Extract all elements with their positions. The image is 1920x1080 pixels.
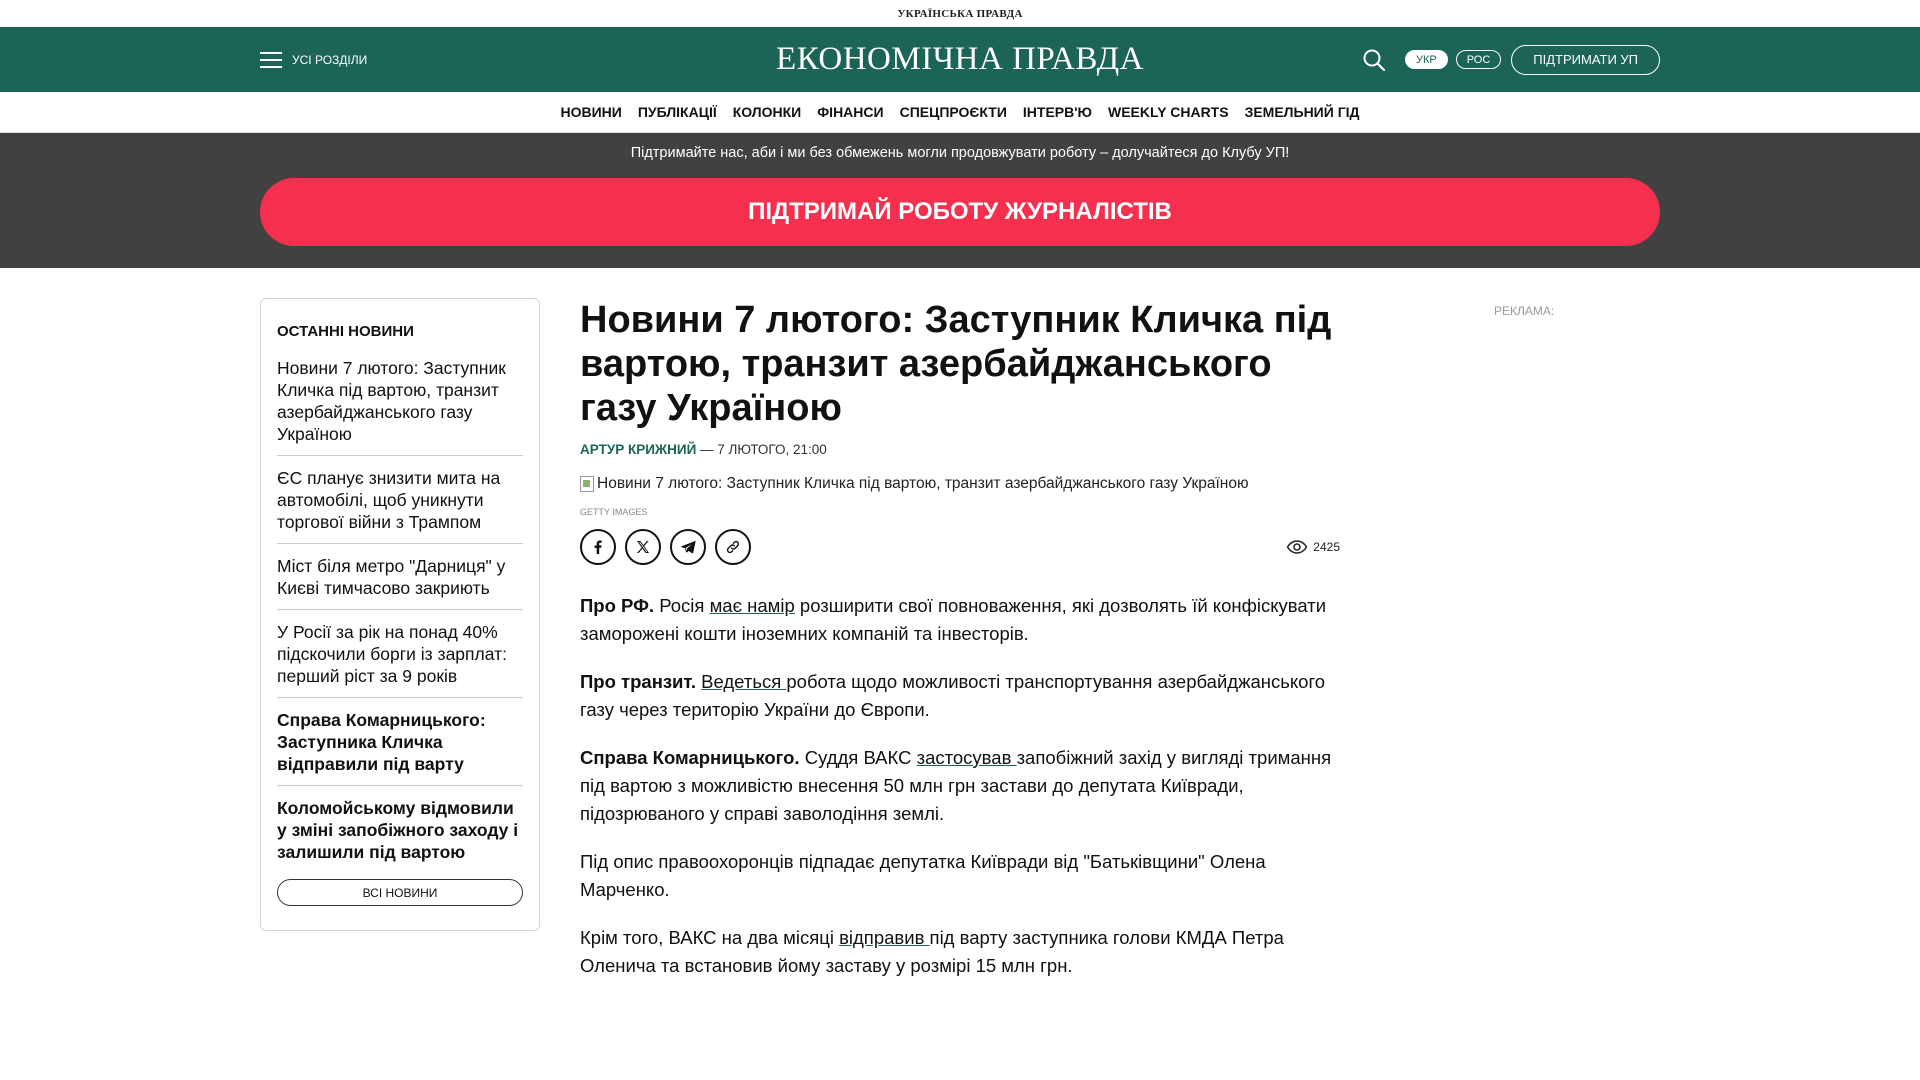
paragraph-lead: Про транзит. [580,671,697,692]
facebook-icon[interactable] [580,529,616,565]
paragraph-marchenko: Під опис правоохоронців підпадає депутатка Київради від "Батьківщини" Олена Марченко. [580,851,1266,900]
nav-item-news[interactable]: НОВИНИ [560,104,622,120]
menu-icon [260,52,282,68]
paragraph-text: Росія [654,595,710,616]
article-link[interactable]: Ведеться [701,671,787,692]
article-title: Новини 7 лютого: Заступник Кличка під вартою, транзит азербайджанського газу Україною [580,299,1332,429]
search-icon[interactable] [1361,47,1387,73]
support-up-button[interactable]: ПІДТРИМАТИ УП [1511,45,1660,75]
nav-item-land-guide[interactable]: ЗЕМЕЛЬНИЙ ГІД [1244,104,1360,120]
support-message: Підтримайте нас, аби і ми без обмежень могли продовжувати роботу – долучайтеся до Клубу УП! [630,145,1290,161]
support-band [0,133,1920,268]
nav-item-publications[interactable]: ПУБЛІКАЦІЇ [637,104,717,120]
paragraph-olenych [580,924,1340,980]
broken-image-icon [580,476,594,492]
article-link[interactable]: застосував [916,747,1017,768]
article-body [580,592,1340,980]
all-news-button[interactable]: ВСІ НОВИНИ [277,879,523,906]
list-item[interactable]: Міст біля метро "Дарниця" у Києві тимчасово закриють [277,555,523,610]
all-sections-label: УСІ РОЗДІЛИ [292,52,368,67]
lang-ros-button[interactable]: РОС [1456,50,1502,69]
image-credit: GETTY IMAGES [580,507,648,517]
article-link[interactable]: відправив [839,927,930,948]
main-content [260,298,1660,980]
all-sections-button[interactable] [260,52,367,68]
x-icon[interactable] [625,529,661,565]
main-nav [0,92,1920,133]
list-item[interactable]: У Росії за рік на понад 40% підскочили борги із зарплат: перший ріст за 9 років [277,621,523,698]
article-image [580,475,1340,493]
nav-item-columns[interactable]: КОЛОНКИ [732,104,802,120]
top-strip [0,0,1920,27]
view-count [1286,539,1340,555]
article-link[interactable]: має намір [709,595,795,616]
eye-icon [1286,539,1308,555]
paragraph-lead: Про РФ. [580,595,655,616]
nav-item-specprojects[interactable]: СПЕЦПРОЄКТИ [899,104,1007,120]
site-logo[interactable]: ЕКОНОМІЧНА ПРАВДА [776,41,1144,77]
byline [580,442,1340,457]
article [580,298,1340,980]
latest-news-title: ОСТАННІ НОВИНИ [277,323,414,340]
share-row [580,529,1340,565]
paragraph-text: запобіжний захід у вигляді тримання під вартою з можливістю внесення 50 млн грн застави до депутата Київради, підозрюваного у справі заволодіння землі. [580,747,1332,824]
paragraph-lead: Справа Комарницького. [580,747,800,768]
link-icon[interactable] [715,529,751,565]
list-item[interactable]: Новини 7 лютого: Заступник Кличка під вартою, транзит азербайджанського газу Україною [277,357,523,456]
telegram-icon[interactable] [670,529,706,565]
nav-item-weekly-charts[interactable]: WEEKLY CHARTS [1108,104,1229,120]
ad-label: РЕКЛАМА: [1494,304,1555,318]
latest-news-sidebar [260,298,540,931]
paragraph-rf [580,592,1340,648]
article-image-alt: Новини 7 лютого: Заступник Кличка під вартою, транзит азербайджанського газу Україною [597,475,1249,492]
paragraph-komarnytsky [580,744,1340,828]
nav-item-interview[interactable]: ІНТЕРВ'Ю [1022,104,1092,120]
share-buttons [580,529,751,565]
list-item[interactable]: Справа Комарницького: Заступника Кличка відправили під варту [277,709,523,786]
paragraph-text: робота щодо можливості транспортування азербайджанського газу через територію України до Європи. [580,671,1326,720]
up-brand[interactable]: УКРАЇНСЬКА ПРАВДА [897,7,1023,20]
paragraph-text: Крім того, ВАКС на два місяці [580,927,840,948]
list-item[interactable]: Коломойському відмовили у зміні запобіжного заходу і залишили під вартою [277,798,519,862]
lang-ukr-button[interactable]: УКР [1405,50,1448,69]
list-item[interactable]: ЄС планує знизити мита на автомобілі, щоб уникнути торгової війни з Трампом [277,467,523,544]
author-link[interactable]: АРТУР КРИЖНИЙ [580,442,697,457]
paragraph-text: Суддя ВАКС [799,747,917,768]
paragraph-text: розширити свої повноваження, які дозволять їй конфіскувати заморожені кошти іноземних компаній та інвесторів. [580,595,1327,644]
paragraph-transit [580,668,1340,724]
view-count-value: 2425 [1313,540,1340,554]
support-journalists-button[interactable]: ПІДТРИМАЙ РОБОТУ ЖУРНАЛІСТІВ [260,178,1660,246]
site-header [0,27,1920,92]
nav-item-finance[interactable]: ФІНАНСИ [817,104,884,120]
paragraph-text: під варту заступника голови КМДА Петра Оленича та встановив йому заставу у розмірі 15 млн грн. [580,927,1284,976]
publish-date: — 7 ЛЮТОГО, 21:00 [696,442,827,457]
